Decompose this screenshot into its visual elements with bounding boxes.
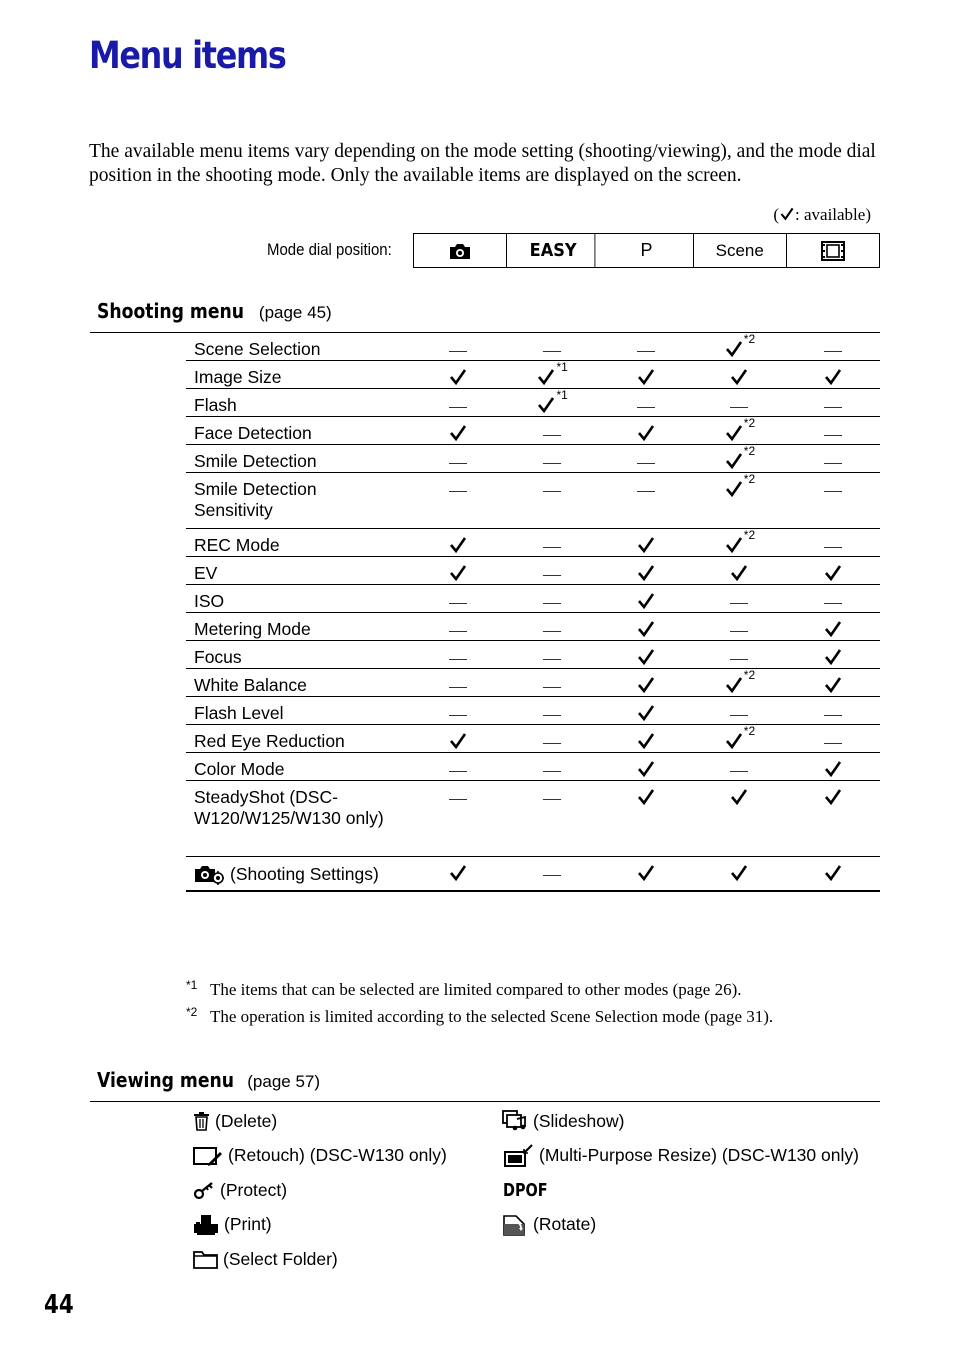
availability-cell: [693, 697, 787, 725]
check-icon: [823, 787, 843, 807]
check-icon: [729, 367, 749, 387]
not-available-dash: [730, 715, 748, 716]
mode-dial-table: [413, 233, 880, 268]
footnote-ref: *2: [743, 668, 756, 682]
check-icon: [636, 591, 656, 611]
availability-cell: [693, 389, 787, 417]
check-icon: [448, 563, 468, 583]
not-available-dash: [637, 491, 655, 492]
viewing-menu-right-list: [502, 1104, 859, 1242]
not-available-dash: [543, 491, 561, 492]
availability-cell: [412, 585, 506, 613]
availability-cell: [599, 781, 693, 857]
check-icon: [729, 863, 749, 883]
availability-cell: [505, 473, 599, 529]
list-item: [502, 1173, 859, 1208]
menu-item-name: [186, 529, 412, 557]
table-row: [186, 445, 880, 473]
retouch-icon: [193, 1145, 223, 1167]
shooting-menu-title: Shooting menu: [97, 299, 245, 323]
menu-item-name: [186, 669, 412, 697]
menu-item-name: [186, 613, 412, 641]
availability-cell: [599, 753, 693, 781]
menu-item-label: White Balance: [194, 675, 307, 695]
menu-item-label: Color Mode: [194, 759, 285, 779]
check-icon: [724, 479, 744, 499]
not-available-dash: [449, 687, 467, 688]
table-row: [186, 669, 880, 697]
menu-item-name: [186, 361, 412, 389]
not-available-dash: [543, 547, 561, 548]
check-icon: [636, 423, 656, 443]
menu-item-label: (Shooting Settings): [230, 864, 379, 884]
not-available-dash: [824, 715, 842, 716]
page-title: Menu items: [89, 34, 286, 77]
not-available-dash: [824, 407, 842, 408]
availability-cell: [505, 445, 599, 473]
availability-cell: [599, 857, 693, 892]
table-row: [186, 585, 880, 613]
availability-cell: [599, 417, 693, 445]
menu-item-label: Red Eye Reduction: [194, 731, 345, 751]
intro-paragraph: The available menu items vary depending on the mode setting (shooting/viewing), and the mode dial position in the shooting mode. Only the available items are displayed on the screen.: [89, 141, 876, 186]
not-available-dash: [824, 743, 842, 744]
check-icon: [636, 863, 656, 883]
footnote-ref: *1: [556, 360, 568, 374]
check-icon: [724, 675, 744, 695]
availability-cell: [505, 557, 599, 585]
list-item-label: (Retouch) (DSC-W130 only): [228, 1145, 447, 1166]
check-icon: [636, 367, 656, 387]
availability-cell: [412, 669, 506, 697]
check-icon: [724, 731, 744, 751]
dpof-icon: DPOF: [503, 1179, 548, 1201]
availability-cell: [505, 857, 599, 892]
page-number: 44: [44, 1290, 74, 1320]
menu-item-label: Scene Selection: [194, 339, 321, 359]
check-icon: [724, 535, 744, 555]
not-available-dash: [449, 463, 467, 464]
not-available-dash: [449, 715, 467, 716]
legend: [773, 205, 871, 225]
not-available-dash: [543, 875, 561, 876]
availability-cell: [505, 529, 599, 557]
menu-item-label: Metering Mode: [194, 619, 311, 639]
not-available-dash: [824, 547, 842, 548]
availability-cell: [599, 529, 693, 557]
availability-cell: [786, 857, 880, 892]
viewing-menu-rule: [90, 1101, 880, 1102]
availability-cell: [412, 445, 506, 473]
availability-cell: [786, 669, 880, 697]
availability-cell: [505, 725, 599, 753]
not-available-dash: [824, 435, 842, 436]
mode-scene: Scene: [694, 234, 787, 267]
list-item: [502, 1104, 859, 1139]
availability-cell: [786, 389, 880, 417]
menu-item-name: [186, 585, 412, 613]
availability-cell: [693, 725, 787, 753]
availability-cell: [412, 361, 506, 389]
menu-item-label: ISO: [194, 591, 225, 611]
check-icon: [823, 863, 843, 883]
availability-cell: [693, 781, 787, 857]
table-row: [186, 781, 880, 857]
not-available-dash: [730, 603, 748, 604]
availability-cell: [786, 725, 880, 753]
not-available-dash: [637, 407, 655, 408]
availability-cell: [786, 473, 880, 529]
check-icon: [779, 206, 795, 222]
not-available-dash: [449, 659, 467, 660]
print-icon: [193, 1214, 219, 1236]
availability-cell: [505, 753, 599, 781]
menu-item-label: Smile Detection Sensitivity: [194, 479, 317, 520]
check-icon: [448, 535, 468, 555]
menu-item-label: SteadyShot (DSC-W120/W125/W130 only): [194, 787, 384, 828]
availability-cell: [693, 613, 787, 641]
menu-item-name: [186, 389, 412, 417]
menu-item-name: [186, 333, 412, 361]
menu-item-name: [186, 753, 412, 781]
menu-item-name: [186, 725, 412, 753]
not-available-dash: [449, 351, 467, 352]
camera-icon: [448, 242, 472, 260]
availability-cell: [505, 641, 599, 669]
availability-cell: [786, 641, 880, 669]
not-available-dash: [543, 463, 561, 464]
availability-cell: [505, 389, 599, 417]
availability-cell: [693, 641, 787, 669]
not-available-dash: [543, 603, 561, 604]
not-available-dash: [730, 631, 748, 632]
availability-cell: [786, 613, 880, 641]
list-item: [193, 1173, 447, 1208]
availability-cell: [786, 417, 880, 445]
availability-cell: [505, 417, 599, 445]
table-row: [186, 529, 880, 557]
not-available-dash: [637, 463, 655, 464]
footnote-2: [186, 1004, 886, 1031]
check-icon: [448, 863, 468, 883]
check-icon: [729, 787, 749, 807]
shooting-menu-page-ref: (page 45): [258, 303, 332, 322]
availability-cell: [599, 557, 693, 585]
footnote-ref: *2: [743, 444, 756, 458]
list-item: [193, 1139, 447, 1174]
delete-icon: [193, 1111, 210, 1131]
not-available-dash: [449, 799, 467, 800]
table-row: [186, 389, 880, 417]
availability-cell: [599, 585, 693, 613]
availability-cell: [693, 473, 787, 529]
menu-item-name: [186, 781, 412, 857]
availability-cell: [412, 697, 506, 725]
not-available-dash: [543, 631, 561, 632]
availability-cell: [786, 557, 880, 585]
availability-cell: [599, 725, 693, 753]
availability-cell: [412, 781, 506, 857]
availability-cell: [599, 613, 693, 641]
availability-cell: [412, 333, 506, 361]
legend-prefix: (: [773, 205, 779, 224]
not-available-dash: [543, 435, 561, 436]
mode-program: P: [600, 234, 693, 267]
availability-cell: [412, 753, 506, 781]
menu-item-name: [186, 641, 412, 669]
availability-cell: [412, 857, 506, 892]
table-row: [186, 361, 880, 389]
viewing-menu-heading: [97, 1068, 320, 1092]
not-available-dash: [543, 351, 561, 352]
not-available-dash: [730, 659, 748, 660]
list-item: [502, 1139, 859, 1174]
availability-cell: [693, 669, 787, 697]
check-icon: [729, 563, 749, 583]
availability-cell: [412, 417, 506, 445]
not-available-dash: [637, 351, 655, 352]
table-row: [186, 333, 880, 361]
check-icon: [536, 395, 556, 415]
mode-auto: [414, 234, 507, 267]
footnote-1: [186, 977, 886, 1004]
availability-cell: [786, 585, 880, 613]
slideshow-icon: [502, 1110, 528, 1132]
check-icon: [823, 675, 843, 695]
check-icon: [636, 731, 656, 751]
table-row: [186, 473, 880, 529]
menu-item-name: [186, 417, 412, 445]
availability-cell: [693, 585, 787, 613]
check-icon: [823, 619, 843, 639]
footnote-ref: *2: [743, 724, 756, 738]
availability-cell: [505, 613, 599, 641]
availability-cell: [693, 557, 787, 585]
menu-item-name: [186, 557, 412, 585]
availability-cell: [599, 333, 693, 361]
check-icon: [636, 703, 656, 723]
footnote-ref: *2: [743, 528, 756, 542]
footnote-ref: *1: [556, 388, 568, 402]
mode-dial-label: Mode dial position:: [267, 240, 392, 259]
list-item-label: (Protect): [220, 1179, 288, 1200]
not-available-dash: [543, 687, 561, 688]
check-icon: [636, 759, 656, 779]
availability-cell: [412, 613, 506, 641]
availability-cell: [505, 361, 599, 389]
footnote-ref: *2: [743, 472, 756, 486]
menu-item-label: Face Detection: [194, 423, 312, 443]
not-available-dash: [730, 407, 748, 408]
table-row: [186, 613, 880, 641]
table-row: [186, 725, 880, 753]
availability-cell: [599, 361, 693, 389]
shooting-settings-icon: [194, 863, 224, 890]
availability-cell: [599, 389, 693, 417]
check-icon: [823, 647, 843, 667]
availability-cell: [505, 585, 599, 613]
check-icon: [448, 731, 468, 751]
check-icon: [636, 563, 656, 583]
not-available-dash: [449, 491, 467, 492]
availability-cell: [786, 697, 880, 725]
availability-cell: [505, 781, 599, 857]
availability-cell: [786, 781, 880, 857]
table-row: [186, 857, 880, 892]
footnote-ref: *2: [743, 332, 756, 346]
menu-item-label: Flash: [194, 395, 237, 415]
resize-icon: [502, 1144, 534, 1168]
check-icon: [636, 535, 656, 555]
footnotes: [186, 977, 886, 1031]
table-row: [186, 753, 880, 781]
availability-cell: [412, 557, 506, 585]
not-available-dash: [824, 491, 842, 492]
not-available-dash: [543, 659, 561, 660]
check-icon: [448, 367, 468, 387]
availability-cell: [693, 361, 787, 389]
check-icon: [636, 619, 656, 639]
availability-cell: [505, 697, 599, 725]
list-item-label: (Slideshow): [533, 1110, 625, 1131]
availability-cell: [786, 529, 880, 557]
menu-item-name: [186, 857, 412, 892]
check-icon: [536, 367, 556, 387]
not-available-dash: [449, 631, 467, 632]
check-icon: [636, 675, 656, 695]
check-icon: [724, 451, 744, 471]
check-icon: [636, 647, 656, 667]
not-available-dash: [543, 715, 561, 716]
list-item-label: (Multi-Purpose Resize) (DSC-W130 only): [539, 1145, 859, 1166]
availability-cell: [599, 641, 693, 669]
check-icon: [823, 759, 843, 779]
list-item: [193, 1104, 447, 1139]
check-icon: [724, 423, 744, 443]
check-icon: [448, 423, 468, 443]
not-available-dash: [543, 743, 561, 744]
not-available-dash: [449, 407, 467, 408]
check-icon: [823, 563, 843, 583]
mode-easy: EASY: [512, 234, 596, 267]
not-available-dash: [449, 771, 467, 772]
menu-item-label: Flash Level: [194, 703, 284, 723]
availability-cell: [412, 389, 506, 417]
availability-cell: [599, 473, 693, 529]
table-row: [186, 557, 880, 585]
list-item-label: (Print): [224, 1214, 272, 1235]
viewing-menu-title: Viewing menu: [97, 1068, 234, 1092]
menu-item-label: Smile Detection: [194, 451, 317, 471]
footnote-text: The items that can be selected are limited compared to other modes (page 26).: [210, 980, 742, 999]
menu-item-label: REC Mode: [194, 535, 280, 555]
list-item-label: (Select Folder): [223, 1248, 338, 1269]
check-icon: [724, 339, 744, 359]
mode-movie: [787, 234, 879, 267]
list-item: [502, 1208, 859, 1243]
folder-icon: [193, 1249, 218, 1269]
availability-cell: [786, 753, 880, 781]
availability-cell: [693, 857, 787, 892]
availability-cell: [693, 445, 787, 473]
table-row: [186, 697, 880, 725]
table-row: [186, 417, 880, 445]
not-available-dash: [730, 771, 748, 772]
footnote-mark: *1: [186, 978, 198, 992]
legend-text: : available): [795, 205, 871, 224]
availability-cell: [412, 473, 506, 529]
footnote-ref: *2: [743, 416, 756, 430]
availability-cell: [599, 697, 693, 725]
not-available-dash: [824, 463, 842, 464]
availability-cell: [693, 333, 787, 361]
not-available-dash: [449, 603, 467, 604]
menu-item-name: [186, 445, 412, 473]
protect-icon: [193, 1180, 215, 1200]
availability-cell: [599, 669, 693, 697]
availability-cell: [412, 641, 506, 669]
availability-cell: [505, 669, 599, 697]
menu-item-label: Focus: [194, 647, 242, 667]
not-available-dash: [543, 799, 561, 800]
rotate-icon: [502, 1214, 528, 1236]
viewing-menu-page-ref: (page 57): [247, 1072, 321, 1091]
movie-icon: [820, 241, 846, 261]
check-icon: [636, 787, 656, 807]
list-item: [193, 1242, 447, 1277]
availability-cell: [693, 417, 787, 445]
availability-cell: [505, 333, 599, 361]
menu-item-name: [186, 473, 412, 529]
availability-cell: [412, 529, 506, 557]
shooting-menu-table: [186, 333, 880, 892]
viewing-menu-left-list: [193, 1104, 447, 1277]
availability-cell: [786, 333, 880, 361]
list-item-label: (Delete): [215, 1110, 278, 1131]
not-available-dash: [543, 575, 561, 576]
table-row: [186, 641, 880, 669]
availability-cell: [693, 753, 787, 781]
menu-item-label: Image Size: [194, 367, 282, 387]
availability-cell: [786, 361, 880, 389]
list-item: [193, 1208, 447, 1243]
availability-cell: [786, 445, 880, 473]
footnote-text: The operation is limited according to the selected Scene Selection mode (page 31).: [210, 1007, 774, 1026]
not-available-dash: [824, 603, 842, 604]
not-available-dash: [824, 351, 842, 352]
shooting-menu-heading: [97, 299, 332, 323]
list-item-label: (Rotate): [533, 1214, 597, 1235]
menu-item-label: EV: [194, 563, 218, 583]
menu-item-name: [186, 697, 412, 725]
availability-cell: [693, 529, 787, 557]
not-available-dash: [543, 771, 561, 772]
availability-cell: [599, 445, 693, 473]
footnote-mark: *2: [186, 1005, 198, 1019]
availability-cell: [412, 725, 506, 753]
check-icon: [823, 367, 843, 387]
